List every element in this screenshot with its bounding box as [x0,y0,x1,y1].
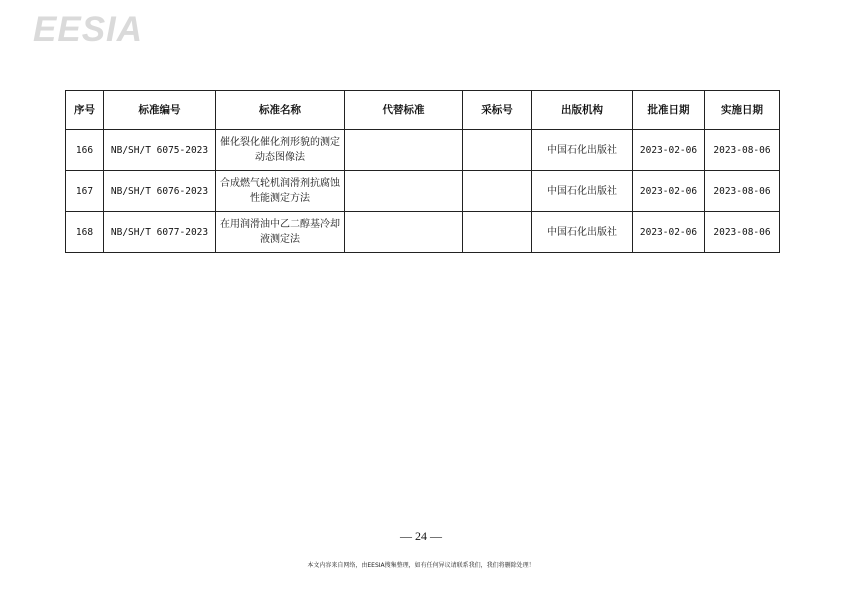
col-header-replaces: 代替标准 [345,91,463,130]
cell-effective: 2023-08-06 [705,171,780,212]
cell-adopted [463,171,532,212]
cell-approved: 2023-02-06 [633,171,705,212]
table-row [66,171,780,212]
standards-table [65,90,780,253]
cell-replaces [345,130,463,171]
cell-replaces [345,171,463,212]
cell-code: NB/SH/T 6075-2023 [104,130,216,171]
col-header-publisher: 出版机构 [532,91,633,130]
cell-effective: 2023-08-06 [705,130,780,171]
page-number: — 24 — [400,529,442,543]
cell-adopted [463,212,532,253]
cell-publisher: 中国石化出版社 [532,130,633,171]
cell-replaces [345,212,463,253]
cell-approved: 2023-02-06 [633,130,705,171]
col-header-approved: 批准日期 [633,91,705,130]
cell-effective: 2023-08-06 [705,212,780,253]
cell-code: NB/SH/T 6076-2023 [104,171,216,212]
cell-code: NB/SH/T 6077-2023 [104,212,216,253]
col-header-no: 序号 [66,91,104,130]
cell-no: 168 [66,212,104,253]
table-row [66,130,780,171]
col-header-name: 标准名称 [216,91,345,130]
col-header-code: 标准编号 [104,91,216,130]
col-header-effective: 实施日期 [705,91,780,130]
table-row [66,212,780,253]
cell-name: 催化裂化催化剂形貌的测定 动态图像法 [216,130,345,171]
cell-name: 在用润滑油中乙二醇基冷却液测定法 [216,212,345,253]
cell-publisher: 中国石化出版社 [532,212,633,253]
cell-approved: 2023-02-06 [633,212,705,253]
cell-no: 167 [66,171,104,212]
col-header-adopted: 采标号 [463,91,532,130]
footer-disclaimer: 本文内容来自网络，由EESIA搜集整理，如有任何异议请联系我们，我们将删除处理！ [307,562,535,569]
cell-no: 166 [66,130,104,171]
table-header-row [66,91,780,130]
cell-name: 合成燃气轮机润滑剂抗腐蚀性能测定方法 [216,171,345,212]
eesia-logo: EESIA [33,10,144,49]
cell-adopted [463,130,532,171]
cell-publisher: 中国石化出版社 [532,171,633,212]
